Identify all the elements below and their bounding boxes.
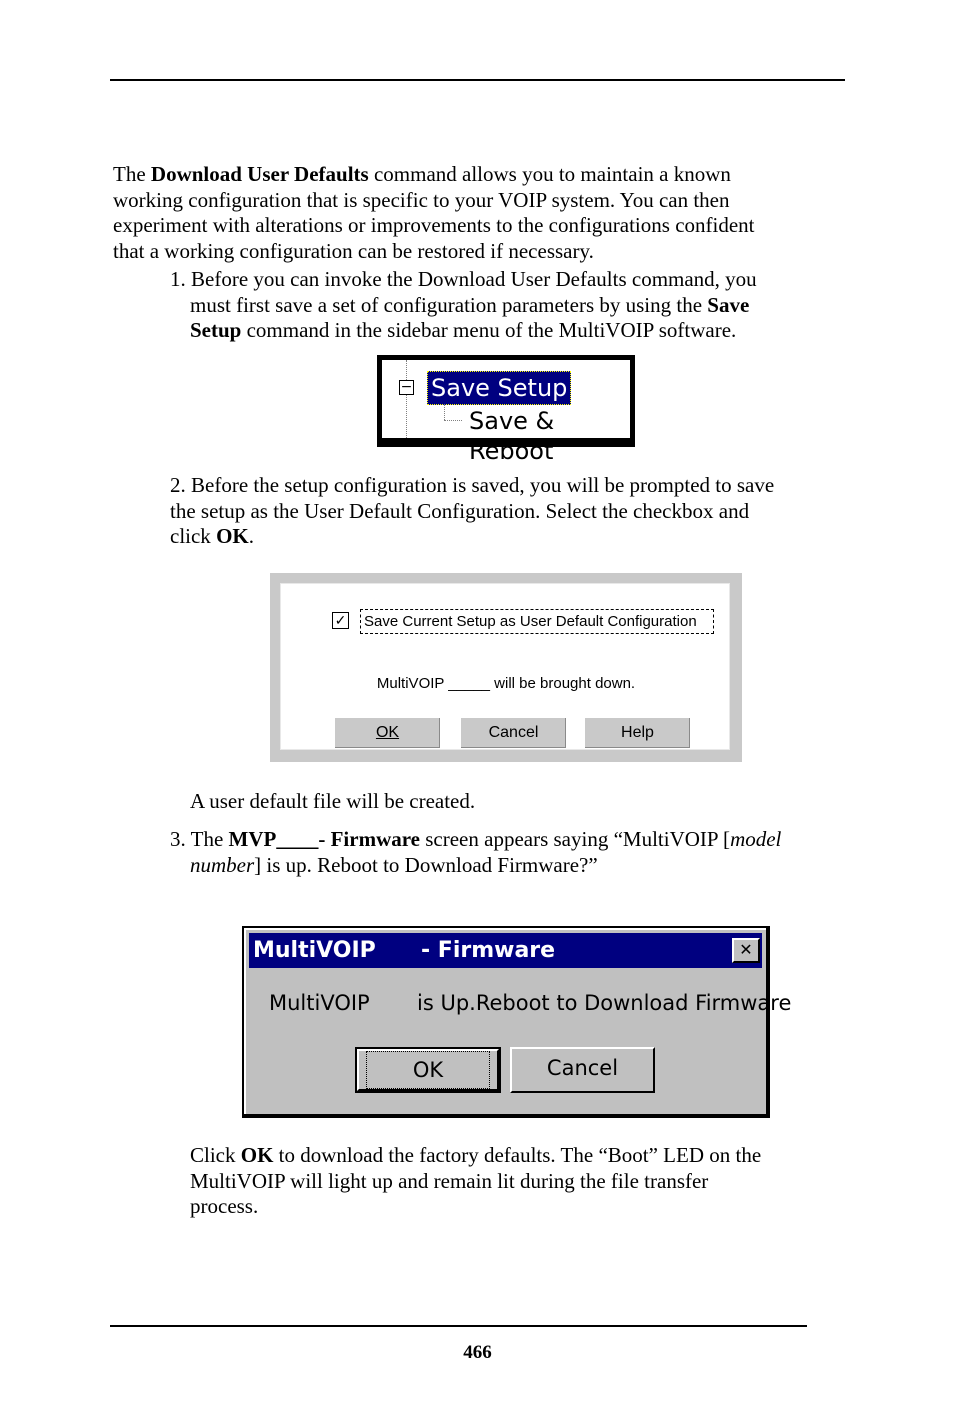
step-1-line-3: Setup command in the sidebar menu of the MultiVOIP software. — [190, 318, 737, 342]
sidebar-tree-screenshot — [377, 355, 635, 465]
cancel-button[interactable]: Cancel — [460, 717, 567, 749]
page-number: 466 — [463, 1342, 492, 1363]
shutdown-message: MultiVOIP _____ will be brought down. — [376, 675, 636, 692]
step-2-line-1: 2. Before the setup configuration is saved, you will be prompted to save — [170, 473, 775, 497]
intro-line-2: working configuration that is specific to your VOIP system. You can then — [113, 187, 730, 212]
firmware-dialog-title-right: - Firmware — [421, 938, 556, 963]
tree-item-save-reboot[interactable]: Save & Reboot — [469, 407, 555, 465]
user-default-checkbox-label[interactable]: Save Current Setup as User Default Configuration — [360, 609, 714, 634]
close-button[interactable] — [732, 938, 760, 963]
save-setup-dialog — [270, 573, 742, 762]
step-1-line-1: 1. Before you can invoke the Download User Defaults command, you — [170, 267, 757, 291]
closing-line-2: MultiVOIP will light up and remain lit during the file transfer — [190, 1168, 709, 1193]
intro-line-3: experiment with alterations or improvements to the configurations confident — [113, 213, 755, 237]
header-rule — [110, 79, 845, 81]
ok-button-frame — [355, 1047, 501, 1093]
ok-button[interactable]: OK — [334, 717, 441, 749]
firmware-message-right: is Up.Reboot to Download Firmware — [417, 991, 792, 1015]
firmware-dialog-title-left: MultiVOIP — [253, 938, 376, 963]
firmware-dialog — [242, 926, 792, 1118]
intro-line-1: The Download User Defaults command allows you to maintain a known — [113, 162, 731, 186]
step-2-line-2: the setup as the User Default Configuration. Select the checkbox and — [170, 498, 750, 523]
sidebar-tree — [382, 360, 630, 465]
firmware-cancel-button[interactable]: Cancel — [510, 1047, 655, 1093]
step-3 — [170, 827, 781, 878]
intro-line-4: that a working configuration can be restored if necessary. — [113, 238, 594, 263]
tree-connector — [444, 404, 445, 420]
firmware-ok-button[interactable]: OK — [357, 1049, 499, 1091]
closing-paragraph — [190, 1143, 761, 1220]
download-user-defaults-term: Download User Defaults — [150, 162, 369, 186]
help-button[interactable]: Help — [584, 717, 691, 749]
intro-paragraph — [113, 162, 755, 264]
firmware-dialog-titlebar[interactable] — [249, 933, 762, 968]
step-1 — [170, 267, 757, 344]
closing-line-1: Click OK to download the factory defaults. The “Boot” LED on the — [190, 1143, 762, 1167]
close-icon: ✕ — [739, 940, 753, 959]
step-3-line-2: number] is up. Reboot to Download Firmware?” — [190, 852, 598, 877]
user-default-note: A user default file will be created. — [190, 789, 476, 813]
tree-item-save-setup[interactable]: Save Setup — [427, 371, 571, 405]
step-3-line-1: 3. The MVP____- Firmware screen appears saying “MultiVOIP [model — [170, 827, 782, 851]
footer-rule — [110, 1325, 807, 1327]
firmware-dialog-window — [244, 928, 792, 1114]
step-2 — [170, 473, 774, 550]
step-2-line-3: click OK. — [170, 524, 254, 548]
checkmark-icon: ✓ — [334, 612, 347, 628]
firmware-message-left: MultiVOIP — [269, 991, 370, 1015]
tree-guide-line — [406, 360, 407, 438]
tree-connector-horizontal — [444, 420, 462, 421]
collapse-icon[interactable]: − — [400, 379, 413, 395]
user-default-checkbox[interactable] — [332, 612, 349, 629]
step-1-line-2: must first save a set of configuration parameters by using the Save — [190, 292, 750, 317]
save-setup-dialog-body — [280, 583, 730, 750]
closing-line-3: process. — [190, 1194, 259, 1218]
